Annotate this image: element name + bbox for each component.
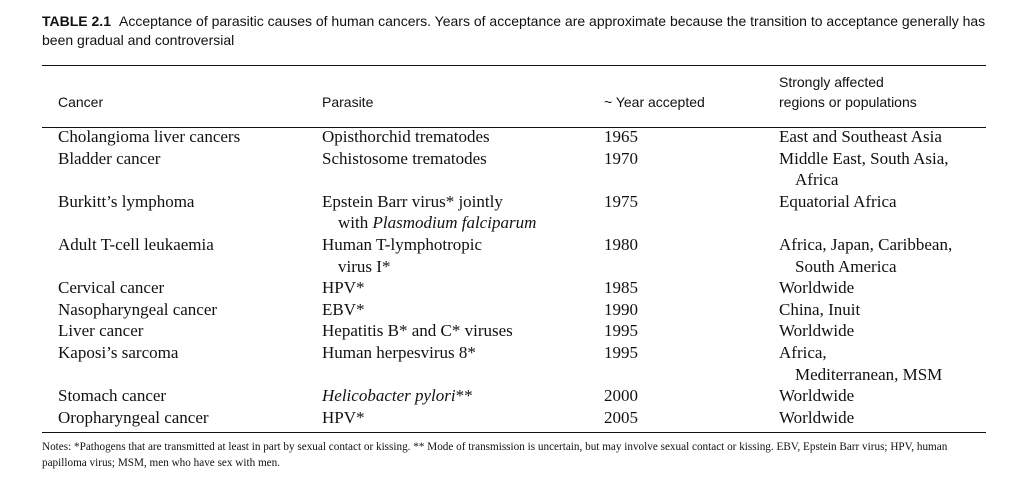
cell-parasite [322,191,602,234]
cell-region [779,148,989,191]
table-caption-text: Acceptance of parasitic causes of human cancers. Years of acceptance are approximate because the transition to acceptance generally has been gradual and controversial [42,13,986,48]
cell-year: 1965 [604,127,638,146]
table-top-rule [42,65,986,66]
table-body [42,126,986,428]
cell-parasite: HPV* [322,407,365,427]
header-region-line1: Strongly affected [779,74,884,90]
cell-region-line2: South America [795,256,897,276]
cell-region: China, Inuit [779,299,861,319]
cell-parasite: Schistosome trematodes [322,148,487,168]
cell-region-line1: Africa, Japan, Caribbean, [779,234,953,254]
table-notes: Notes: *Pathogens that are transmitted at least in part by sexual contact or kissing. ** Mode of transmission is uncertain, but may involve sexual contact or kissing. EBV, Epstein Barr virus; HPV, human papilloma virus; MSM, men who have sex with men. [42,441,948,469]
cell-parasite: EBV* [322,299,365,319]
header-year: ~ Year accepted [604,94,705,110]
cell-cancer: Cervical cancer [58,278,165,298]
cell-parasite [322,385,602,407]
table-row [42,126,986,148]
table-row [42,148,986,191]
cell-year: 1970 [604,148,638,168]
cell-parasite-line2-prefix: with [338,213,373,233]
cell-year: 2000 [604,386,638,406]
cell-region: Worldwide [779,407,855,427]
cell-region-line2: Mediterranean, MSM [795,364,943,384]
cell-parasite-line2: virus I* [338,256,391,276]
cell-parasite-line2 [322,212,602,234]
cell-region-line1: Middle East, South Asia, [779,148,949,168]
cell-cancer: Adult T-cell leukaemia [58,234,214,254]
table-row [42,191,986,234]
cell-parasite-species: Helicobacter pylori [322,386,456,406]
cell-parasite-line1: Epstein Barr virus* jointly [322,191,503,211]
cell-year: 1975 [604,191,638,211]
cell-parasite-line1: Human T-lymphotropic [322,234,483,254]
cell-region [779,234,989,277]
table-row [42,385,986,407]
cell-cancer: Kaposi’s sarcoma [58,342,179,362]
cell-region: East and Southeast Asia [779,127,942,146]
table-caption [42,12,988,50]
cell-region: Worldwide [779,386,855,406]
cell-region-line1: Africa, [779,342,827,362]
table-row [42,407,986,429]
cell-cancer: Burkitt’s lymphoma [58,191,195,211]
header-region-line2: regions or populations [779,94,917,110]
cell-year: 1990 [604,299,638,319]
table-row [42,277,986,299]
cell-parasite-species: Plasmodium falciparum [372,213,537,233]
cell-cancer: Liver cancer [58,321,144,341]
cell-region [779,342,989,385]
cell-parasite: Human herpesvirus 8* [322,342,476,362]
cell-year: 2005 [604,407,638,427]
cell-cancer: Nasopharyngeal cancer [58,299,218,319]
cell-year: 1980 [604,234,638,254]
table-bottom-rule [42,432,986,433]
cell-year: 1985 [604,278,638,298]
cell-cancer: Oropharyngeal cancer [58,407,209,427]
cell-parasite-suffix: ** [455,386,473,406]
cell-parasite [322,234,602,277]
cell-region: Worldwide [779,321,855,341]
header-parasite: Parasite [322,94,374,110]
table-row [42,234,986,277]
table-row [42,320,986,342]
cell-region: Equatorial Africa [779,191,897,211]
cell-cancer: Cholangioma liver cancers [58,127,241,146]
table-container [42,12,988,469]
cell-cancer: Stomach cancer [58,386,167,406]
cell-parasite: Hepatitis B* and C* viruses [322,321,513,341]
cell-parasite: HPV* [322,278,365,298]
table-row [42,342,986,385]
cell-cancer: Bladder cancer [58,148,161,168]
table-label: TABLE 2.1 [42,13,111,29]
cell-year: 1995 [604,321,638,341]
cell-year: 1995 [604,342,638,362]
cell-region-line2: Africa [795,170,839,190]
cell-parasite: Opisthorchid trematodes [322,127,490,146]
cell-region: Worldwide [779,278,855,298]
header-cancer: Cancer [58,94,104,110]
table-row [42,299,986,321]
